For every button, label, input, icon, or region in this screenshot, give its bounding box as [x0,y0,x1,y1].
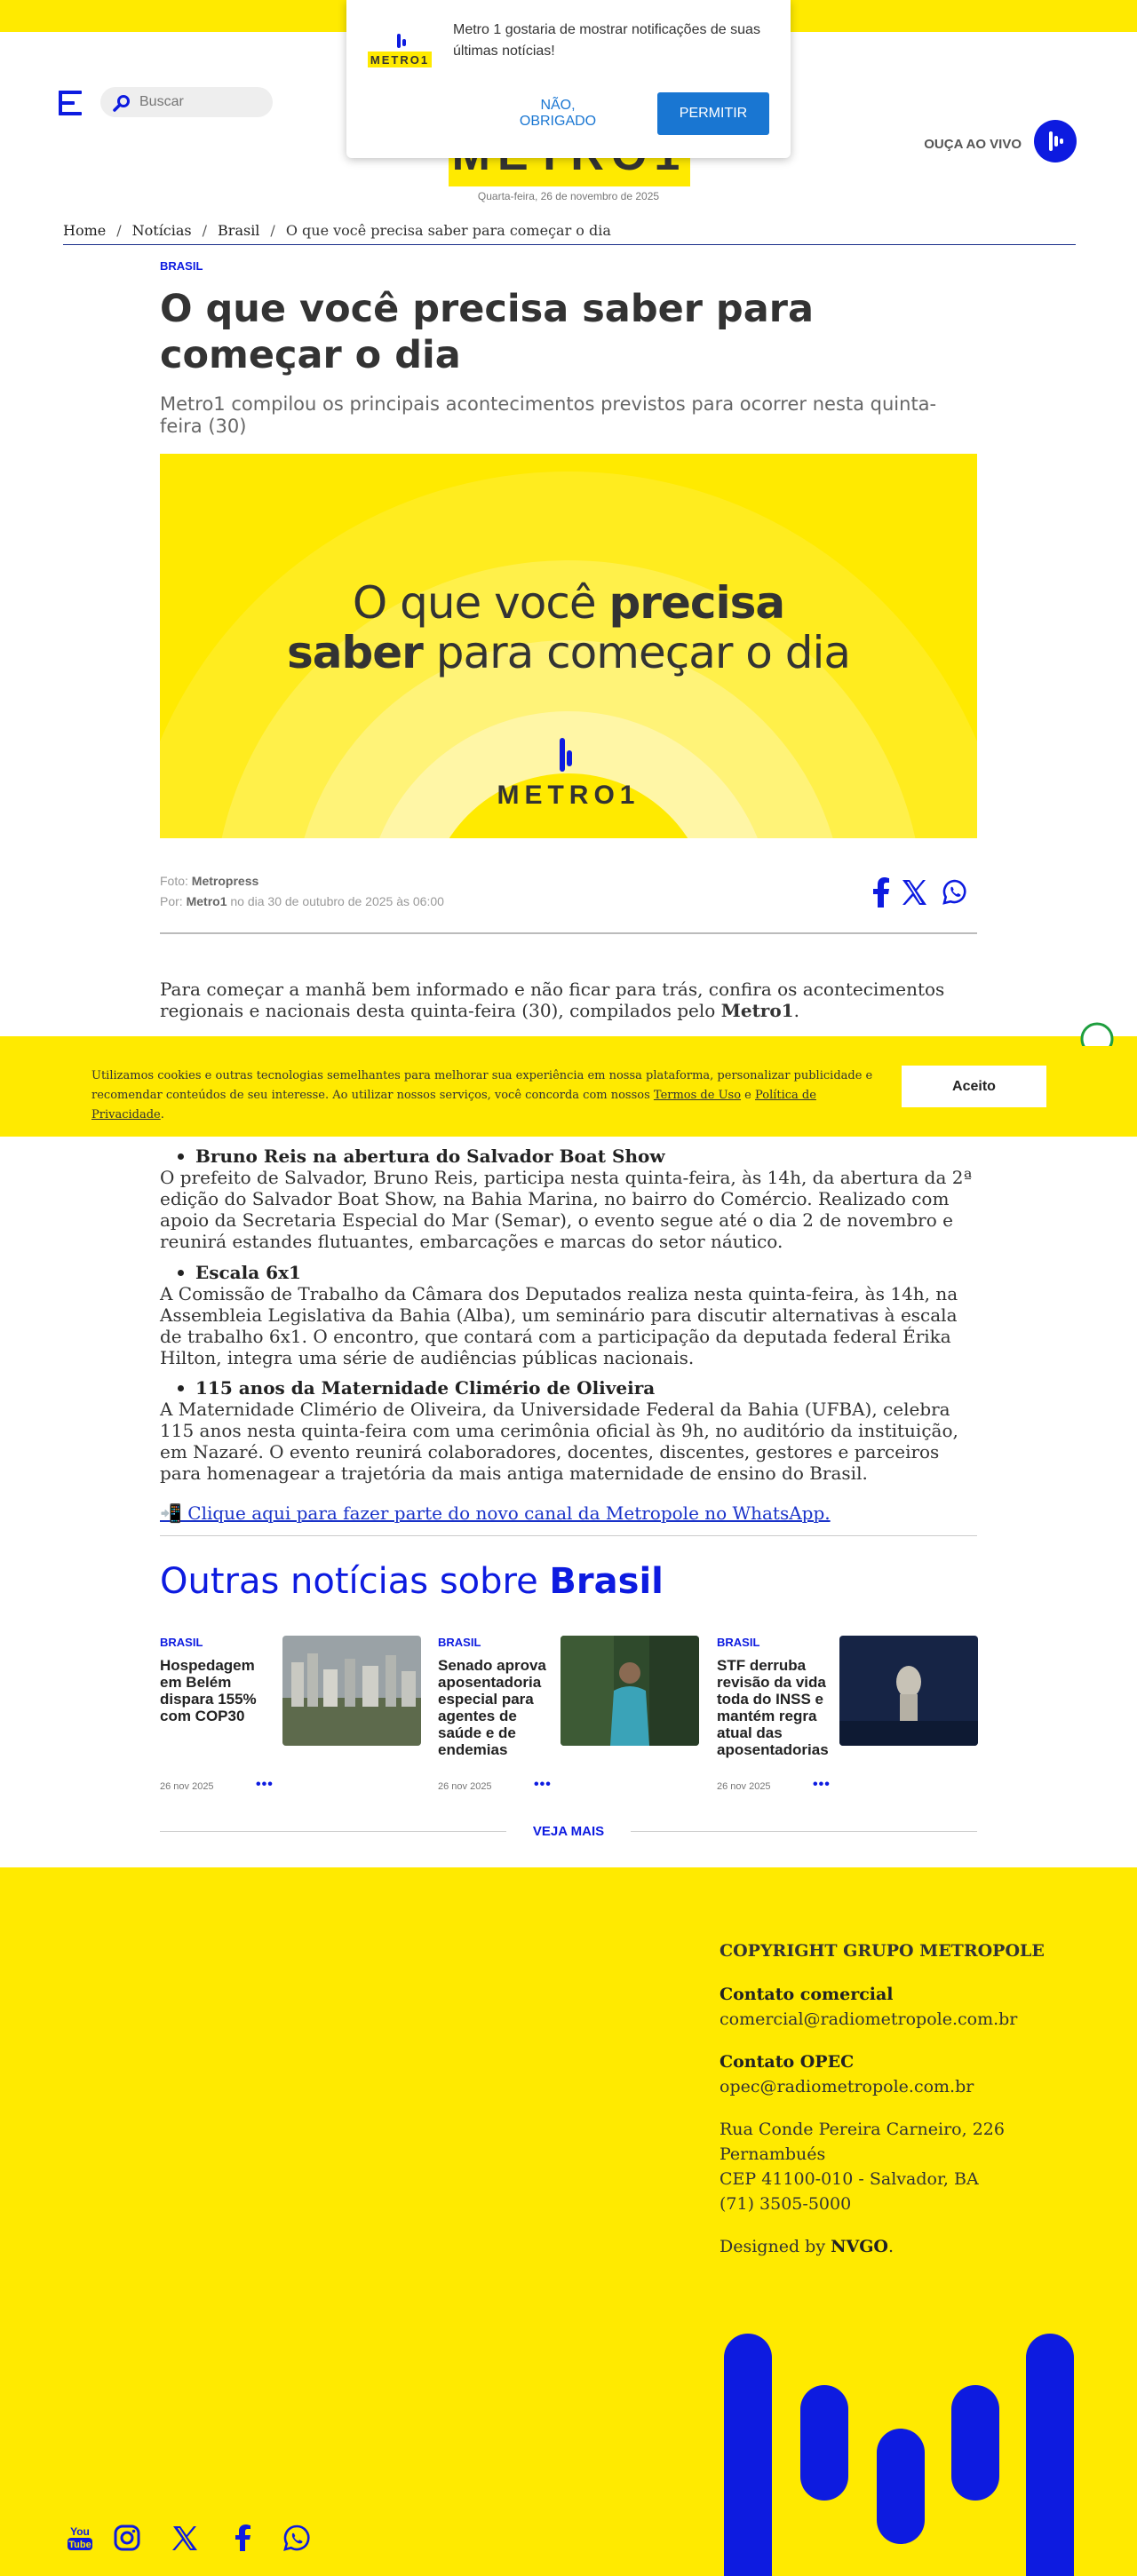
breadcrumb: Home / Notícias / Brasil / O que você precisa saber para começar o dia [63,222,1076,245]
radio-play-icon[interactable] [1034,120,1077,162]
whatsapp-icon[interactable] [282,2524,311,2552]
footer-copyright: COPYRIGHT GRUPO METROPOLE [720,1941,1045,1961]
photo-credit: Foto: Metropress [160,874,259,888]
youtube-icon[interactable] [66,2524,94,2552]
facebook-icon[interactable] [229,2524,258,2552]
article-title: O que você precisa saber para começar o dia [160,287,814,377]
hero-image [160,454,977,838]
instagram-icon[interactable] [113,2524,141,2552]
cookie-text: Utilizamos cookies e outras tecnologias semelhantes para melhorar sua experiência em nossa plataforma, personalizar publicidade e recomendar conteúdos de seu interesse. Ao utilizar nossos serviços, você concorda com nossos Termos de Uso e Política de Privacidade. [91,1069,873,1122]
content-divider [160,1535,977,1536]
whatsapp-icon[interactable] [942,877,968,908]
breadcrumb-brasil[interactable]: Brasil [218,222,260,239]
svg-text:METRO1: METRO1 [370,53,430,67]
card-date: 26 nov 2025 [438,1781,492,1792]
list-item-text: A Maternidade Climério de Oliveira, da Universidade Federal da Bahia (UFBA), celebra 115 anos nesta quinta-feira com uma cerimônia oficial às 9h, no auditório da instituição, em Nazaré. O evento reunirá colaboradores, docentes, discentes, gestores e parceiros para homenagear a trajetória da mais antiga maternidade de ensino do Brasil. [160,1399,958,1484]
breadcrumb-current: O que você precisa saber para começar o dia [285,222,611,239]
footer-opec: Contato OPEC opec@radiometropole.com.br [720,2052,974,2096]
cookie-accept-button[interactable]: Aceito [902,1066,1046,1107]
notification-logo [368,28,432,69]
list-item-text: O prefeito de Salvador, Bruno Reis, participa nesta quinta-feira, às 14h, da abertura da 2ª edição do Salvador Boat Show, na Bahia Marina, no bairro do Comércio. Realizado com apoio da Secretaria Especial do Mar (Semar), o evento segue até o dia 2 de novembro e reunirá estandes flutuantes, embarcações e marcas do setor náutico. [160,1167,972,1252]
privacy-link[interactable]: Política de Privacidade [91,1089,816,1122]
news-card[interactable] [438,1636,704,1804]
footer-address: Rua Conde Pereira Carneiro, 226 Pernambués CEP 41100-010 - Salvador, BA (71) 3505-5000 [720,2120,1005,2214]
card-title[interactable]: Senado aprova aposentadoria especial para agentes de saúde e de endemias [438,1657,546,1758]
menu-icon[interactable] [59,91,82,115]
share-divider [160,932,977,934]
terms-link[interactable]: Termos de Uso [653,1089,742,1102]
commercial-email-link[interactable]: comercial@radiometropole.com.br [720,2009,1018,2029]
article-intro: Para começar a manhã bem informado e não ficar para trás, confira os acontecimentos regionais e nacionais desta quinta-feira (30), compilados pelo Metro1. [160,979,945,1021]
more-options-icon[interactable]: ••• [534,1777,552,1792]
list-item-title: Bruno Reis na abertura do Salvador Boat Show [195,1145,665,1167]
card-thumbnail[interactable] [839,1636,978,1746]
opec-email-link[interactable]: opec@radiometropole.com.br [720,2077,974,2096]
x-icon[interactable] [901,877,927,908]
list-item-text: A Comissão de Trabalho da Câmara dos Deputados realiza nesta quinta-feira, às 14h, na Assembleia Legislativa da Bahia (Alba), um seminário para discutir alternativas à escala de trabalho 6x1. O encontro, que contará com a participação da deputada federal Érika Hilton, integra uma série de audiências públicas nacionais. [160,1283,958,1368]
news-card[interactable] [717,1636,983,1804]
related-news-title: Outras notícias sobre Brasil [160,1561,664,1602]
card-date: 26 nov 2025 [160,1781,214,1792]
see-more-line [160,1831,506,1832]
news-card[interactable] [160,1636,426,1804]
list-item [160,1262,977,1283]
notification-prompt [346,0,791,158]
footer-credits: Designed by NVGO. [720,2237,894,2256]
whatsapp-float-icon[interactable] [1079,1019,1115,1046]
notification-decline-button[interactable]: NÃO, OBRIGADO [496,94,620,133]
card-title[interactable]: STF derruba revisão da vida toda do INSS e mantém regra atual das aposentadorias [717,1657,829,1758]
hero-brand: METRO1 [497,781,640,810]
breadcrumb-home[interactable]: Home [63,222,107,239]
search-input[interactable] [138,92,262,112]
article-category[interactable]: BRASIL [160,259,203,273]
card-title[interactable]: Hospedagem em Belém dispara 155% com COP30 [160,1657,257,1724]
facebook-icon[interactable] [869,877,895,908]
breadcrumb-noticias[interactable]: Notícias [131,222,192,239]
list-item-title: 115 anos da Maternidade Climério de Oliveira [195,1377,656,1399]
card-category[interactable]: BRASIL [160,1636,203,1649]
x-icon[interactable] [171,2524,199,2552]
svg-text:You: You [70,2525,90,2538]
cookie-banner [0,1036,1137,1137]
article-subtitle: Metro1 compilou os principais acontecimentos previstos para ocorrer nesta quinta-feira (30) [160,393,937,437]
card-category[interactable]: BRASIL [438,1636,481,1649]
more-options-icon[interactable]: ••• [813,1777,831,1792]
list-item [160,1145,977,1167]
hero-headline: O que você precisa saber para começar o dia [286,577,851,678]
see-more-button[interactable]: VEJA MAIS [532,1824,605,1839]
footer-commercial: Contato comercial comercial@radiometropole.com.br [720,1985,1018,2029]
notification-message: Metro 1 gostaria de mostrar notificações de suas últimas notícias! [453,22,760,59]
header-date: Quarta-feira, 26 de novembro de 2025 [477,190,660,202]
svg-text:Tube: Tube [68,2540,91,2550]
list-item [160,1377,977,1399]
card-date: 26 nov 2025 [717,1781,771,1792]
card-thumbnail[interactable] [282,1636,421,1746]
whatsapp-channel-link[interactable]: 📲 Clique aqui para fazer parte do novo canal da Metropole no WhatsApp. [160,1502,831,1524]
byline: Por: Metro1 no dia 30 de outubro de 2025 às 06:00 [160,894,444,908]
search-box[interactable] [100,87,273,117]
card-category[interactable]: BRASIL [717,1636,760,1649]
see-more-line [631,1831,977,1832]
notification-allow-button[interactable]: PERMITIR [657,92,769,135]
live-label[interactable]: OUÇA AO VIVO [924,137,1022,152]
search-icon [113,94,131,112]
card-thumbnail[interactable] [561,1636,699,1746]
list-item-title: Escala 6x1 [195,1262,301,1283]
more-options-icon[interactable]: ••• [256,1777,274,1792]
